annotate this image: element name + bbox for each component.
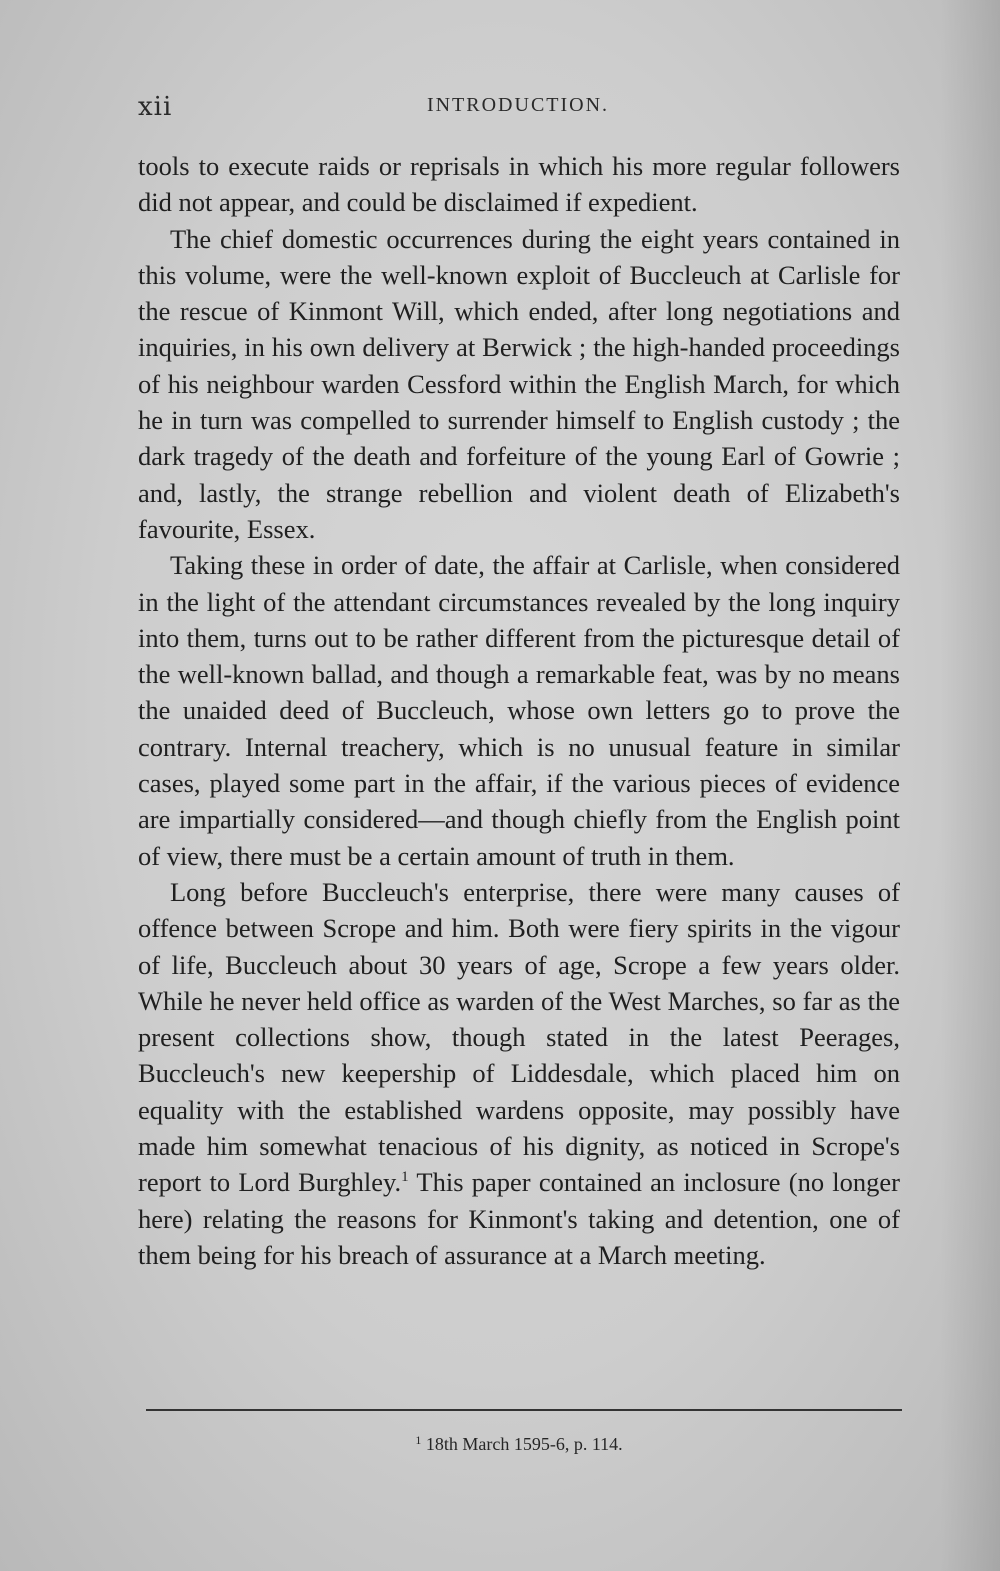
body-text xyxy=(138,148,900,1273)
footnote xyxy=(138,1434,900,1455)
paragraph-2: The chief domestic occurrences during the eight years contained in this volume, were the well-known exploit of Buccleuch at Carlisle for the rescue of Kinmont Will, which ended, after long negotiations and inquiries, in his own delivery at Berwick ; the high-handed proceedings of his neighbour warden Cessford within the English March, for which he in turn was compelled to surrender himself to English custody ; the dark tragedy of the death and forfeiture of the young Earl of Gowrie ; and, lastly, the strange rebellion and violent death of Elizabeth's favourite, Essex. xyxy=(138,223,900,544)
footnote-reference: 1 xyxy=(401,1169,409,1186)
footnote-marker: 1 xyxy=(415,1433,422,1447)
paragraph-4 xyxy=(138,874,900,1273)
running-head: INTRODUCTION. xyxy=(426,94,610,116)
page-edge-shadow xyxy=(940,0,1000,1571)
page-number: xii xyxy=(138,92,173,122)
footnote-text: 18th March 1595-6, p. 114. xyxy=(425,1434,623,1454)
footnote-rule xyxy=(146,1409,902,1411)
paragraph-3: Taking these in order of date, the affair at Carlisle, when considered in the light of the attendant circumstances revealed by the long inquiry into them, turns out to be rather different from the picturesque detail of the well-known ballad, and though a remarkable feat, was by no means the unaided deed of Buccleuch, whose own letters go to prove the contrary. Internal treachery, which is no unusual feature in similar cases, played some part in the affair, if the various pieces of evidence are impartially considered—and though chiefly from the English point of view, there must be a certain amount of truth in them. xyxy=(138,550,900,871)
paragraph-4-text-after-note: This paper contained an inclosure (no longer here) relating the reasons for Kinmont's taking and detention, one of them being for his breach of assurance at a March meeting. xyxy=(138,1167,901,1270)
paragraph-1: tools to execute raids or reprisals in which his more regular followers did not appear, and could be disclaimed if expedient. xyxy=(138,151,900,218)
page-header xyxy=(138,92,898,132)
paragraph-4-text-before-note: Long before Buccleuch's enterprise, there were many causes of offence between Scrope and him. Both were fiery spirits in the vigour of life, Buccleuch about 30 years of age, Scrope a few years older. While he never held office as warden of the West Marches, so far as the present collections show, though stated in the latest Peerages, Buccleuch's new keepership of Liddesdale, which placed him on equality with the established wardens opposite, may possibly have made him somewhat tenacious of his dignity, as noticed in Scrope's report to Lord Burghley. xyxy=(138,876,900,1198)
